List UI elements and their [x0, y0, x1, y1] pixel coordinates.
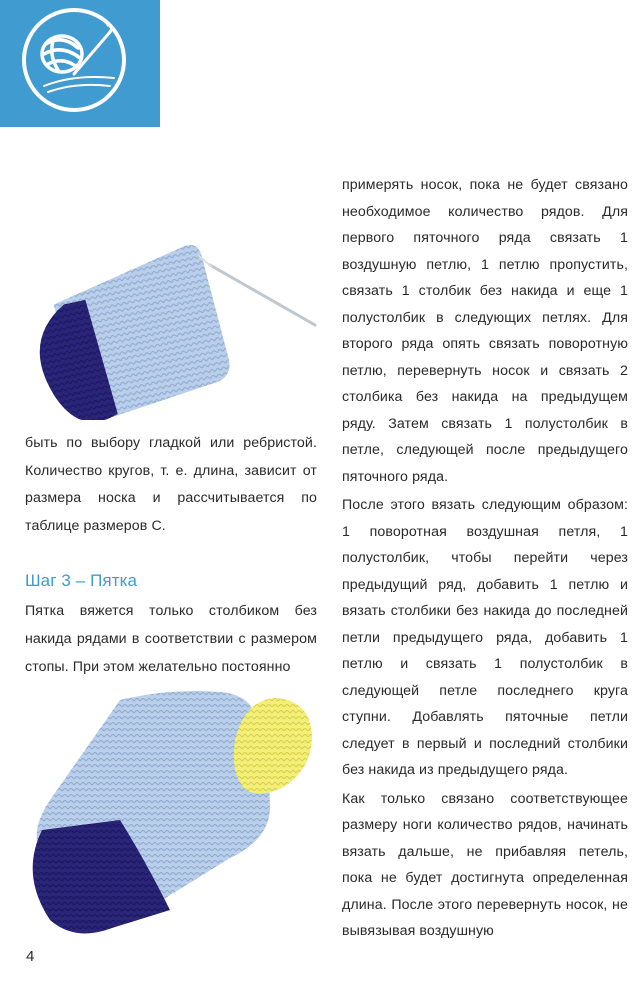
- perforated-edge-right: [155, 0, 165, 127]
- step-3-heading: Шаг 3 – Пятка: [25, 571, 138, 591]
- perforated-edge-bottom: [0, 122, 160, 132]
- left-paragraph-1: быть по выбору гладкой или ребристой. Количество кругов, т. е. длина, зависит от размера носка и рассчитывается по таблице размеров С.: [25, 435, 317, 534]
- right-text-column: [342, 172, 628, 947]
- sock-heel-photo: [20, 680, 340, 940]
- left-paragraph-2: Пятка вяжется только столбиком без накида рядами в соответствии с размером стопы. При этом желательно постоянно: [25, 603, 317, 675]
- left-text-column: [25, 430, 317, 681]
- right-paragraph-2: После этого вязать следующим образом: 1 поворотная воздушная петля, 1 полустолбик, чтобы перейти через предыдущий ряд, добавить 1 петлю и вязать столбики без накида до последней петли предыдущего ряда, добавить 1 петлю и связать 1 полустолбик в следующей петле последнего круга ступни. Добавлять пяточные петли следует в первый и последний столбики без накида из предыдущего ряда.: [342, 497, 628, 778]
- yarn-hook-logo-icon: [18, 4, 130, 116]
- page-number: 4: [26, 948, 35, 965]
- header-logo-block: [0, 0, 160, 127]
- right-paragraph-1: примерять носок, пока не будет связано необходимое количество рядов. Для первого пяточного ряда связать 1 воздушную петлю, 1 петлю пропустить, связать 1 столбик без накида и еще 1 полустолбик в следующих петлях. Для второго ряда опять связать поворотную петлю, перевернуть носок и связать 2 столбика без накида на предыдущем ряду. Затем связать 1 полустолбик в петле, следующей после предыдущего пяточного ряда.: [342, 177, 628, 485]
- sock-toe-photo: [30, 225, 320, 420]
- right-paragraph-3: Как только связано соответствующее размеру ноги количество рядов, начинать вязать дальше, не прибавляя петель, пока не будет достигнута определенная длина. После этого перевернуть носок, не вывязывая воздушную: [342, 790, 628, 939]
